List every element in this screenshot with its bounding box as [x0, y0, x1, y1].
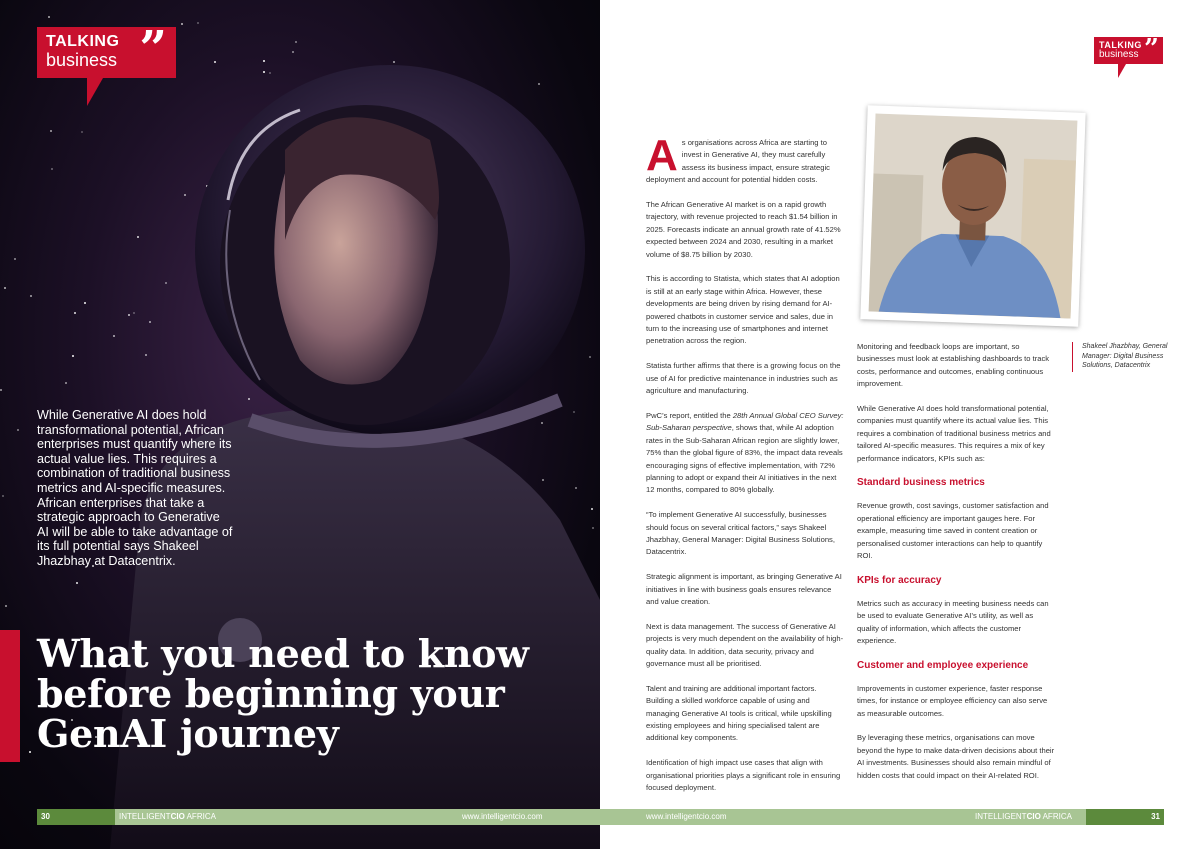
paragraph: Monitoring and feedback loops are important, so businesses must look at establishing dashboards to track costs, performance and outcomes, enabling continuous improvement.	[857, 342, 1050, 389]
paragraph: Improvements in customer experience, faster response times, for instance or employee efficiency can also serve as measurable outcomes.	[857, 683, 1048, 718]
portrait-photo-frame	[860, 105, 1085, 326]
page-number: 31	[1151, 812, 1160, 821]
talking-business-badge-small	[1094, 34, 1163, 64]
pwc-report-title: 28th Annual Global CEO Survey: Sub-Saharan perspective	[646, 410, 844, 433]
brand-region: AFRICA	[1040, 812, 1072, 821]
badge-line1: TALKING	[46, 33, 120, 50]
quote-mark-icon: ”	[1144, 34, 1159, 64]
footer-bar-left	[115, 809, 600, 825]
subheading-customer-experience: Customer and employee experience	[857, 659, 1029, 671]
page-number-left	[37, 809, 115, 825]
brand-bold: CIO	[1026, 812, 1041, 821]
intro-text: s organisations across Africa are starting to invest in Generative AI, they must carefully assess its business impact, ensure strategic deployment and account for potential hidden costs.	[646, 138, 830, 185]
talking-business-badge	[37, 21, 176, 78]
footer-url[interactable]: www.intelligentcio.com	[646, 812, 727, 821]
page-title: What you need to know before beginning your GenAI journey	[37, 631, 529, 756]
brand-region: AFRICA	[184, 812, 216, 821]
caption-rule	[1072, 342, 1073, 372]
page-number-right	[1086, 809, 1164, 825]
subheading-standard-metrics: Standard business metrics	[857, 477, 985, 489]
brand-light: INTELLIGENT	[119, 812, 171, 821]
brand-light: INTELLIGENT	[975, 812, 1027, 821]
paragraph: “To implement Generative AI successfully, businesses should focus on several critical factors,” says Shakeel Jhazbhay, General Manager: Digital Business Solutions, Datacentrix.	[646, 510, 835, 557]
portrait-photo	[869, 114, 1078, 319]
badge-line2: business	[1099, 49, 1139, 60]
footer-url[interactable]: www.intelligentcio.com	[462, 812, 543, 821]
subheading-kpis-accuracy: KPIs for accuracy	[857, 574, 942, 586]
paragraph: Revenue growth, cost savings, customer satisfaction and operational efficiency are important gauges here. For example, measuring time saved in content creation or personalised customer interactions can help to quantify ROI.	[857, 501, 1049, 561]
headline-accent-bar	[0, 630, 20, 762]
paragraph: By leveraging these metrics, organisations can move beyond the hype to make data-driven decisions about their AI investments. Businesses should also remain mindful of hidden costs that could impact on their AI-related ROI.	[857, 733, 1055, 780]
page-number: 30	[41, 812, 50, 821]
intro-quote: While Generative AI does hold transformational potential, African enterprises must quantify where its actual value lies. This requires a combination of traditional business metrics and AI-specific measures. African enterprises that take a strategic approach to Generative AI will be able to take advantage of its full potential says Shakeel Jhazbhay at Datacentrix.	[37, 408, 233, 568]
paragraph: Identification of high impact use cases that align with organisational priorities plays a significant role in ensuring focused deployment.	[646, 758, 841, 792]
paragraph: Strategic alignment is important, as bringing Generative AI initiatives in line with business goals ensures relevance and value creation.	[646, 572, 842, 606]
pwc-paragraph	[646, 410, 844, 497]
paragraph: Metrics such as accuracy in meeting business needs can be used to evaluate Generative AI’s utility, as well as quality of information, which affects the customer experience.	[857, 598, 1049, 646]
badge-line1: TALKING	[1099, 40, 1142, 50]
quote-mark-icon: ”	[139, 21, 167, 77]
brand-bold: CIO	[170, 812, 185, 821]
article-column-1	[646, 131, 844, 807]
article-column-2	[857, 341, 1057, 795]
pwc-pre: PwC’s report, entitled the	[646, 410, 733, 420]
intro-paragraph	[646, 131, 844, 187]
paragraph: Talent and training are additional important factors. Building a skilled workforce capable of using and managing Generative AI tools is critical, while upskilling existing employees and hiring specialised talent are additional key components.	[646, 683, 832, 743]
paragraph: This is according to Statista, which states that AI adoption is still at an early stage within Africa. However, these developments are being driven by rising demand for AI-powered chatbots in customer service and sales, due in turn to the increasing use of smartphones and internet penetration across the region.	[646, 274, 840, 346]
paragraph: The African Generative AI market is on a rapid growth trajectory, with revenue projected to reach $1.54 billion in 2025. Forecasts indicate an annual growth rate of 41.52% expected between 2024 and 2030, resulting in a market volume of $8.75 billion by 2030.	[646, 200, 841, 259]
paragraph: While Generative AI does hold transformational potential, companies must quantify where its actual value lies. This requires a combination of traditional business metrics and tailored AI-specific measures. This requires a mix of key performance indicators, KPIs such as:	[857, 404, 1051, 463]
badge-line2: business	[46, 50, 118, 70]
right-page	[600, 0, 1200, 849]
brand-name	[975, 809, 1072, 825]
paragraph: Next is data management. The success of Generative AI projects is very much dependent on the availability of high-quality data. In addition, data security, privacy and governance must all be prioritised.	[646, 621, 844, 668]
photo-caption: Shakeel Jhazbhay, General Manager: Digital Business Solutions, Datacentrix	[1082, 343, 1168, 370]
paragraph: Statista further affirms that there is a growing focus on the use of AI for predictive maintenance in industries such as agriculture and manufacturing.	[646, 361, 841, 396]
brand-name	[119, 809, 216, 825]
footer-bar-right	[600, 809, 1086, 825]
dropcap: A	[646, 131, 678, 180]
pwc-post: , shows that, while AI adoption rates in the Sub-Saharan African region are slightly lower, 75% than the global figure of 83%, the impact data reveals encouraging signs of effective implementation, with 72% planning to adopt or expand their AI initiatives in the next 12 months, compared to 80% globally.	[646, 423, 843, 495]
